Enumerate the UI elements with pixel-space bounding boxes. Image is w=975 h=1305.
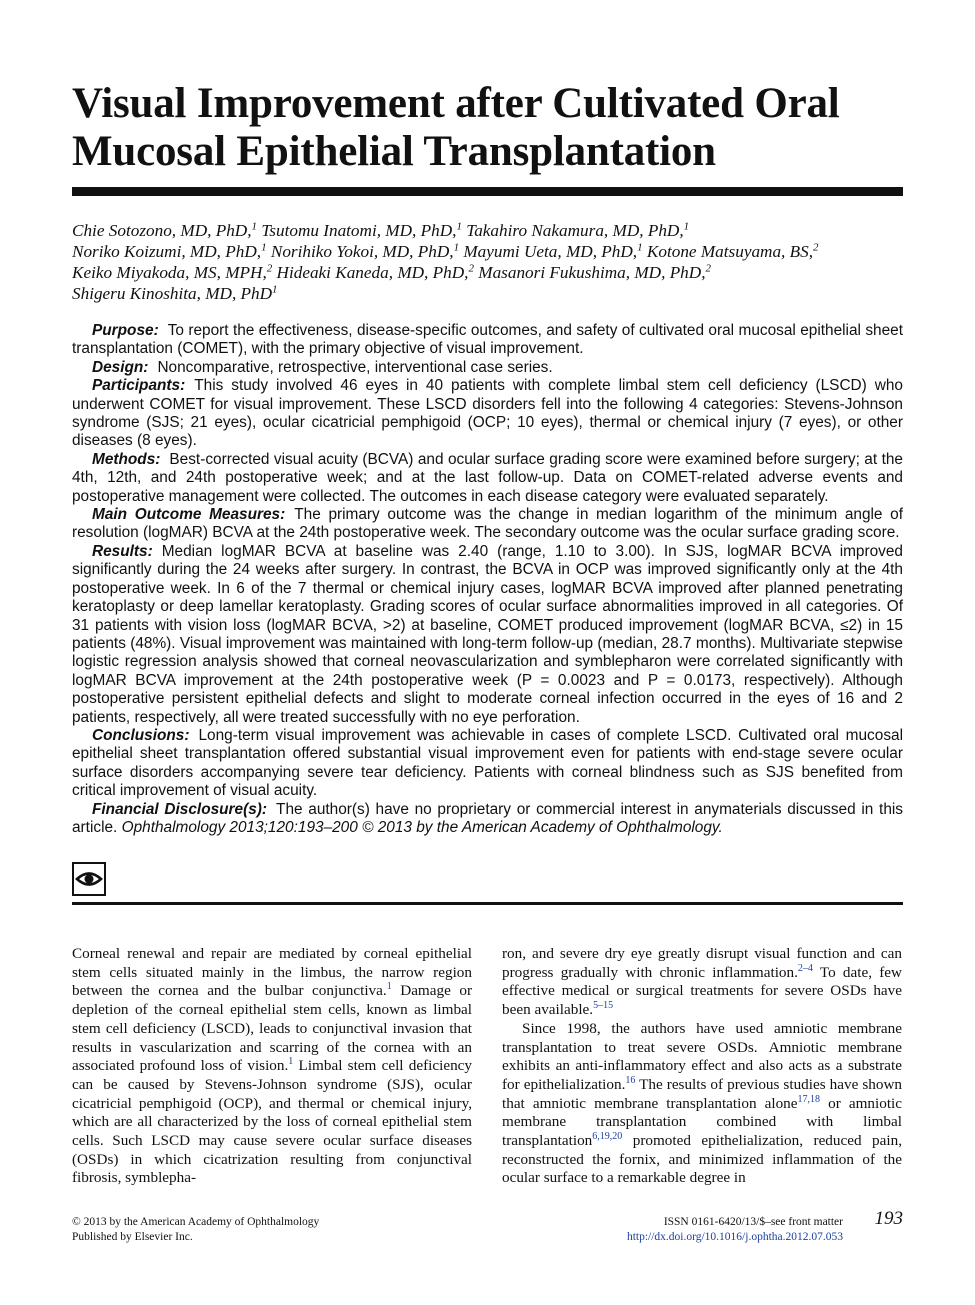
doi-link[interactable]: http://dx.doi.org/10.1016/j.ophtha.2012.07.053: [626, 1231, 843, 1243]
body-text: Corneal renewal and repair are mediated by corneal epithelial stem cells situated mainly in the limbus, the narrow region between the cornea and the bulbar conjunctiva.: [72, 945, 472, 1000]
body-paragraph: [502, 1020, 902, 1188]
section-label: Participants:: [92, 377, 186, 395]
section-rule: [72, 902, 903, 905]
affiliation-mark: 1: [683, 220, 690, 233]
affiliation-mark: 2: [705, 262, 711, 275]
author: Kotone Matsuyama, BS,: [646, 242, 814, 261]
author: Chie Sotozono, MD, PhD,: [72, 221, 252, 240]
abstract-disclosure: [72, 801, 903, 838]
reference-link[interactable]: 5–15: [593, 1000, 614, 1012]
affiliation-mark: 1: [456, 220, 462, 233]
author: Keiko Miyakoda, MS, MPH,: [72, 263, 267, 282]
body-text: Since 1998, the authors have used amniotic membrane transplantation to treat severe OSDs. Amniotic membrane exhibits an anti-inflammatory effect and also acts as a substrate for epithelialization.: [502, 1019, 902, 1093]
footer-right: [560, 1215, 843, 1245]
reference-link[interactable]: 6,19,20: [592, 1130, 623, 1142]
author: Masanori Fukushima, MD, PhD,: [478, 263, 706, 282]
body-text: or amniotic membrane transplantation combined with limbal transplantation: [502, 1094, 903, 1150]
section-label: Main Outcome Measures:: [92, 506, 286, 524]
body-text: Limbal stem cell deficiency can be caused by Stevens-Johnson syndrome (SJS), ocular cicatricial pemphigoid (OCP), and thermal or chemical injury, which are all characterized by the loss of corneal epithelial stem cells. Such LSCD may cause severe ocular surface diseases (OSDs) in which cicatrization resulting from conjunctival fibrosis, symblepha-: [72, 1057, 472, 1187]
footer-left: [72, 1215, 319, 1245]
body-text: To date, few effective medical or surgical treatments for severe OSDs have been available.: [502, 963, 902, 1019]
reference-link[interactable]: 17,18: [797, 1093, 821, 1105]
abstract-results: [72, 543, 903, 727]
reference-link[interactable]: 1: [288, 1056, 294, 1068]
author-list: [72, 220, 907, 304]
page-number: 193: [874, 1208, 903, 1229]
section-label: Purpose:: [92, 322, 159, 339]
section-label: Results:: [92, 542, 153, 560]
author: Mayumi Ueta, MD, PhD,: [463, 242, 638, 261]
issn-line: ISSN 0161-6420/13/$–see front matter: [663, 1216, 843, 1228]
section-text: Best-corrected visual acuity (BCVA) and ocular surface grading score were examined before surgery; at the 4th, 12th, and 24th postoperative week; and at the last follow-up. Data on COMET-related adverse events and postoperative management were collected. The outcomes in each disease category were evaluated separately.: [72, 450, 903, 505]
affiliation-mark: 2: [266, 262, 273, 275]
body-column-left: [72, 945, 472, 1188]
section-text: To report the effectiveness, disease-specific outcomes, and safety of cultivated oral mucosal epithelial sheet transplantation (COMET), with the primary objective of visual improvement.: [72, 322, 903, 358]
article-title: Visual Improvement after Cultivated Oral Mucosal Epithelial Transplantation: [72, 80, 840, 175]
publisher-line: Published by Elsevier Inc.: [72, 1231, 193, 1243]
author: Shigeru Kinoshita, MD, PhD: [72, 284, 273, 303]
body-text: ron, and severe dry eye greatly disrupt visual function and can progress gradually with chronic inflammation.: [502, 945, 902, 981]
author: Tsutomu Inatomi, MD, PhD,: [261, 221, 457, 240]
affiliation-mark: 1: [272, 283, 278, 296]
body-text: promoted epithelialization, reduced pain, reconstructed the fornix, and minimized inflammation of the ocular surface to a remarkable degree in: [502, 1132, 902, 1187]
body-text: The results of previous studies have shown that amniotic membrane transplantation alone: [502, 1075, 903, 1112]
section-label: Financial Disclosure(s):: [92, 800, 268, 818]
affiliation-mark: 1: [251, 220, 258, 233]
reference-link[interactable]: 2–4: [797, 962, 813, 974]
author: Hideaki Kaneda, MD, PhD,: [276, 263, 469, 282]
body-text: Damage or depletion of the corneal epithelial stem cells, known as limbal stem cell deficiency (LSCD), leads to conjunctival invasion that results in vascularization and scarring of the cornea with an associated profound loss of vision.: [72, 982, 472, 1075]
abstract-participants: [72, 377, 903, 451]
affiliation-mark: 1: [453, 241, 460, 254]
body-paragraph: [502, 945, 902, 1020]
author: Takahiro Nakamura, MD, PhD,: [466, 221, 684, 240]
journal-citation: Ophthalmology 2013;120:193–200 © 2013 by the American Academy of Ophthalmology.: [121, 818, 723, 836]
section-text: The primary outcome was the change in median logarithm of the minimum angle of resolution (logMAR) BCVA at the 24th postoperative week. The secondary outcome was the ocular surface grading score.: [72, 506, 903, 542]
section-text: The author(s) have no proprietary or commercial interest in anymaterials discussed in this article.: [72, 800, 903, 836]
affiliation-mark: 2: [813, 241, 819, 254]
abstract-methods: [72, 451, 903, 506]
abstract-conclusions: [72, 727, 903, 801]
section-text: Noncomparative, retrospective, interventional case series.: [157, 358, 553, 376]
eye-icon: [72, 862, 106, 896]
section-label: Conclusions:: [92, 726, 190, 744]
reference-link[interactable]: 1: [386, 981, 392, 993]
body-paragraph: [72, 945, 472, 1188]
copyright-line: © 2013 by the American Academy of Ophthalmology: [72, 1216, 320, 1228]
section-label: Methods:: [92, 450, 161, 468]
abstract: [72, 322, 903, 837]
body-column-right: [502, 945, 902, 1188]
affiliation-mark: 1: [637, 241, 643, 254]
author: Norihiko Yokoi, MD, PhD,: [270, 242, 454, 261]
abstract-design: [72, 359, 903, 377]
section-text: Long-term visual improvement was achievable in cases of complete LSCD. Cultivated oral mucosal epithelial sheet transplantation offered substantial visual improvement even for patients with end-stage severe ocular surface disorders accompanying severe tear deficiency. Patients with corneal blindness such as SJS benefited from critical improvement of visual acuity.: [72, 726, 903, 800]
section-label: Design:: [92, 358, 149, 376]
abstract-outcome: [72, 506, 903, 543]
affiliation-mark: 1: [261, 241, 267, 254]
reference-link[interactable]: 16: [625, 1074, 636, 1086]
abstract-purpose: [72, 322, 903, 359]
author: Noriko Koizumi, MD, PhD,: [72, 242, 262, 261]
affiliation-mark: 2: [468, 262, 474, 275]
section-text: Median logMAR BCVA at baseline was 2.40 (range, 1.10 to 3.00). In SJS, logMAR BCVA improved significantly during the 24 weeks after surgery. In contrast, the BCVA in OCP was improved significantly only at the 4th postoperative week. In 6 of the 7 thermal or chemical injury cases, logMAR BCVA improved after planned penetrating keratoplasty or deep lamellar keratoplasty. Grading scores of ocular surface abnormalities improved in all categories. Of 31 patients with vision loss (logMAR BCVA, >2) at baseline, COMET produced improvement (logMAR BCVA, ≤2) in 15 patients (48%). Visual improvement was maintained with long-term follow-up (median, 28.7 months). Multivariate stepwise logistic regression analysis showed that corneal neovascularization and symblepharon were correlated significantly with logMAR BCVA improvement at the 24th postoperative week (P = 0.0023 and P = 0.0173, respectively). Although postoperative persistent epithelial defects and slight to moderate corneal infection occurred in the eyes of 16 and 2 patients, respectively, all were treated successfully with no eye perforation.: [72, 542, 903, 726]
section-text: This study involved 46 eyes in 40 patients with complete limbal stem cell deficiency (LSCD) who underwent COMET for visual improvement. These LSCD disorders fell into the following 4 categories: Stevens-Johnson syndrome (SJS; 21 eyes), ocular cicatricial pemphigoid (OCP; 10 eyes), thermal or chemical injury (7 eyes), or other diseases (8 eyes).: [72, 377, 903, 450]
title-rule: [72, 187, 903, 196]
